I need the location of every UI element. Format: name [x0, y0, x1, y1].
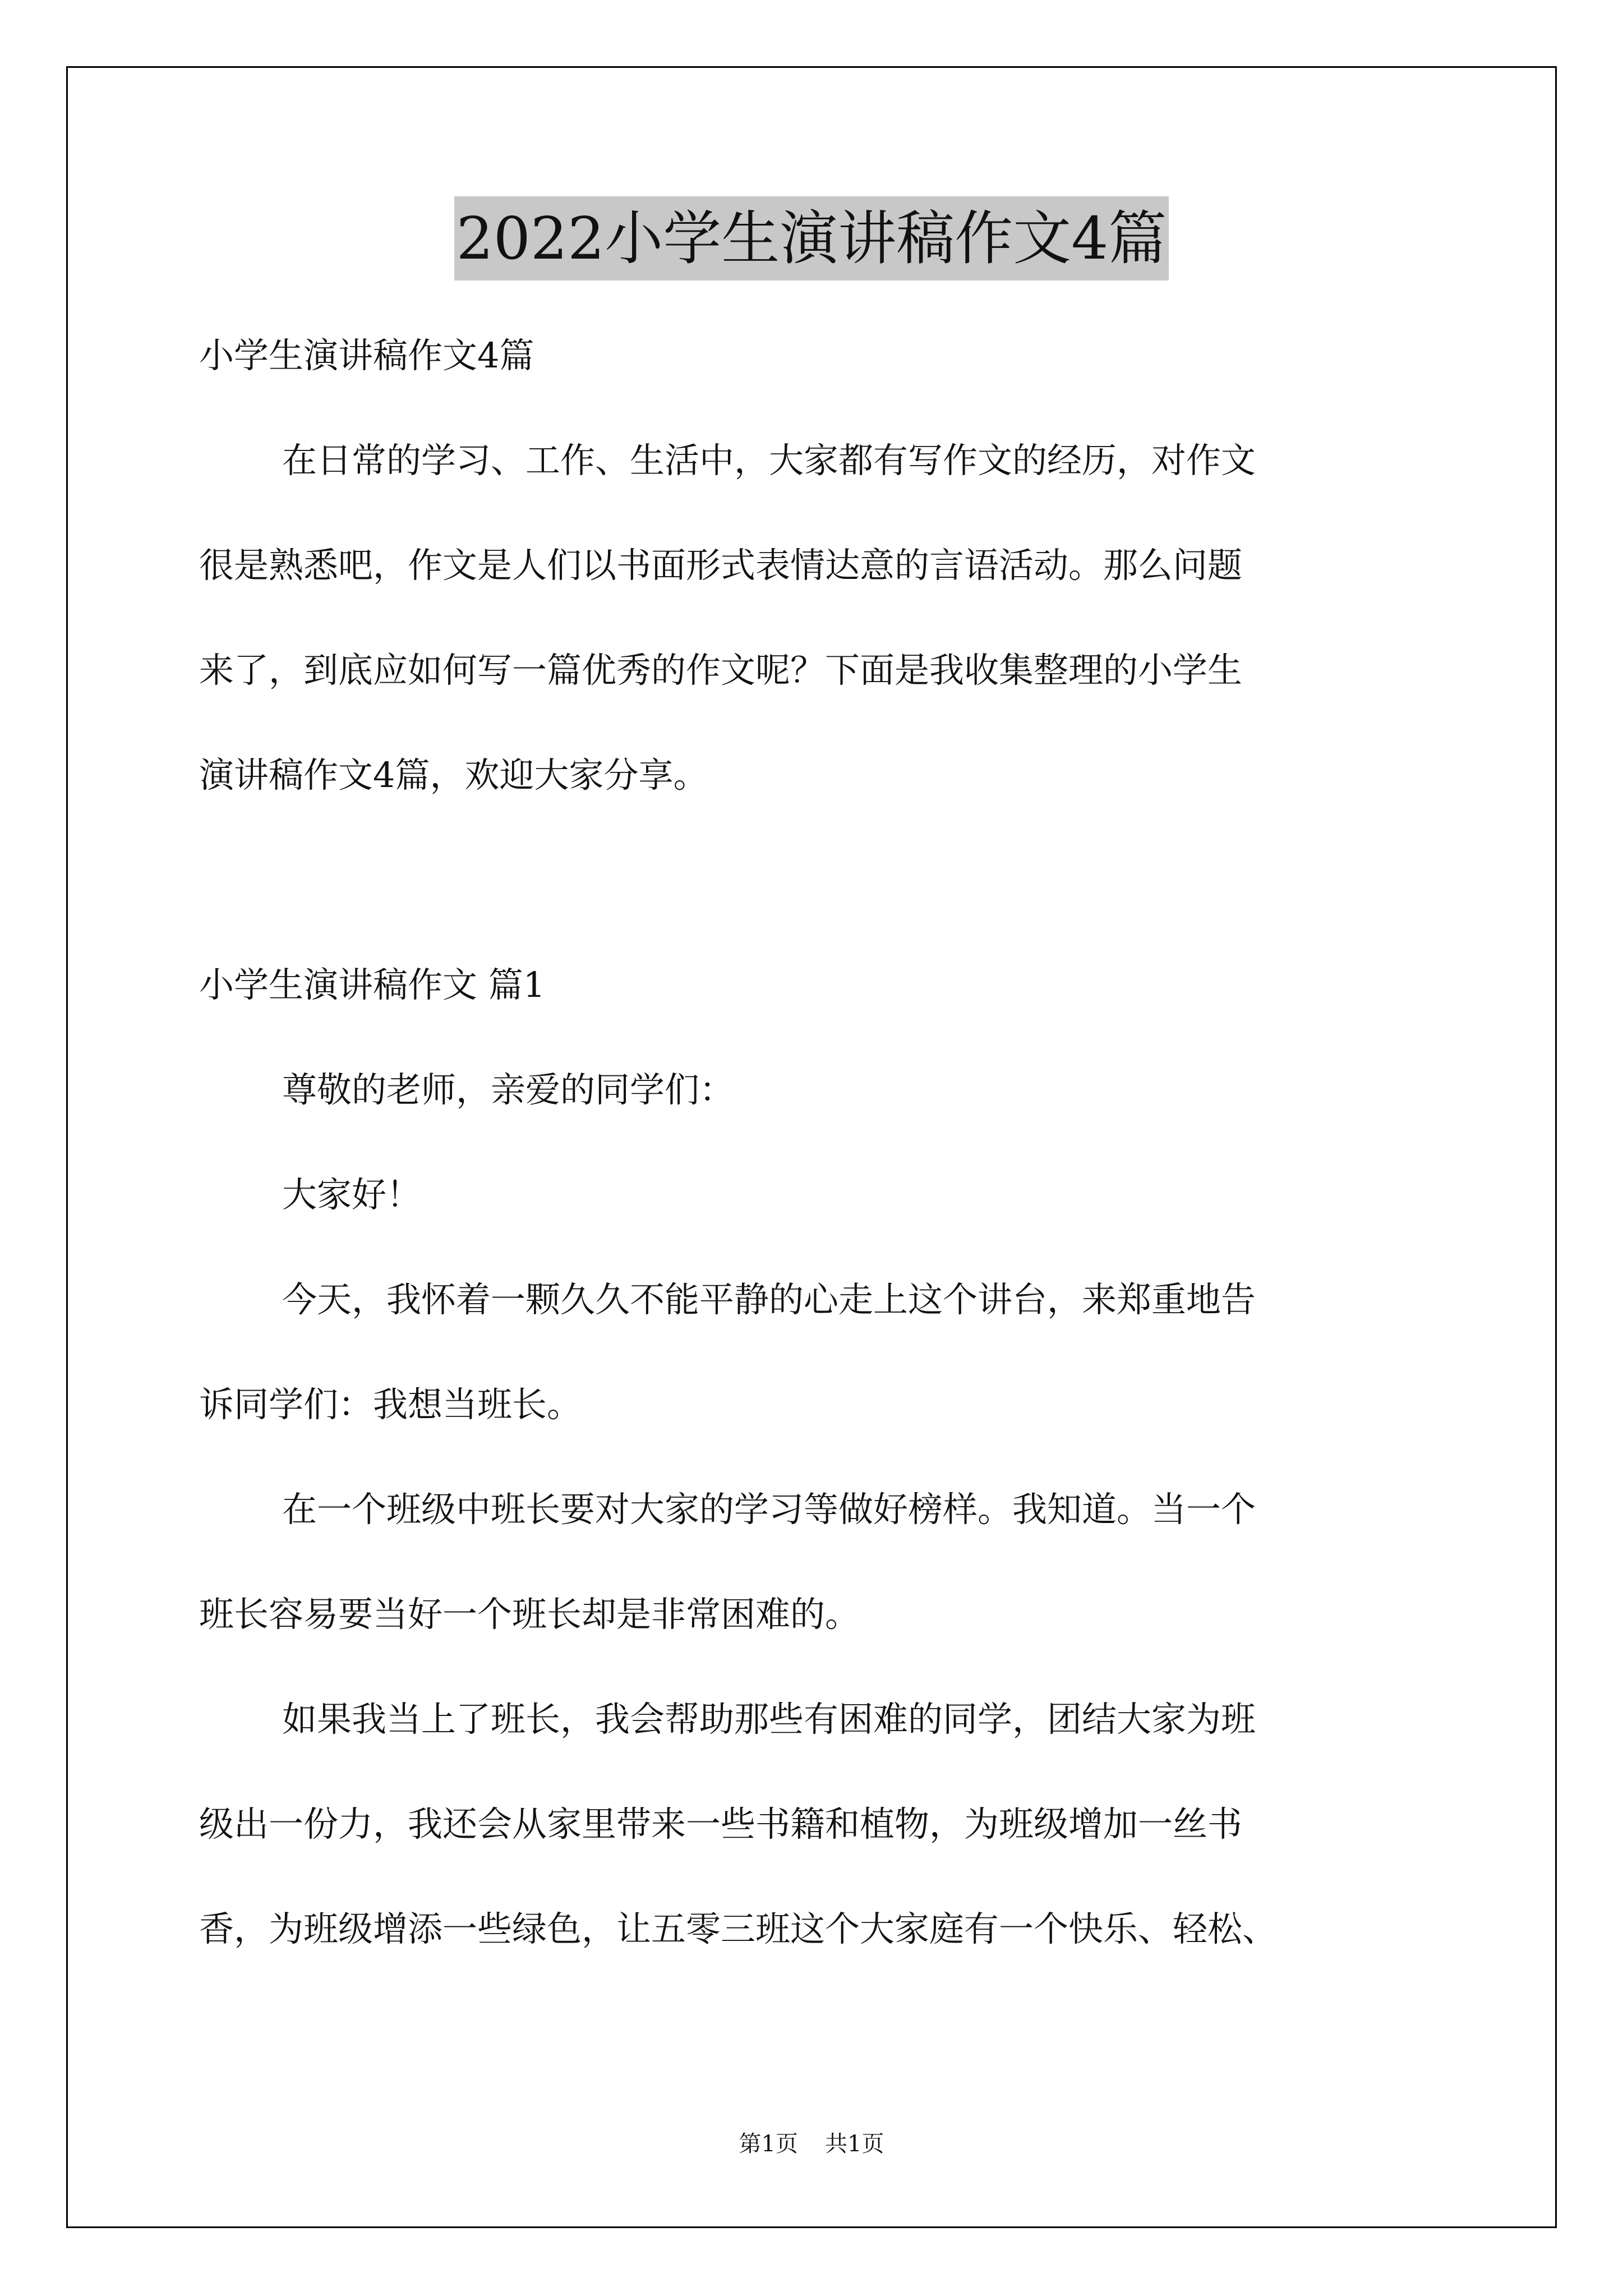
paragraph-line: 在一个班级中班长要对大家的学习等做好榜样。我知道。当一个	[282, 1489, 1256, 1530]
paragraph-line: 级出一份力，我还会从家里带来一些书籍和植物，为班级增加一丝书	[199, 1803, 1243, 1844]
blank-line	[199, 827, 1438, 932]
document-body	[199, 303, 1438, 1981]
page-total: 共1页	[825, 2131, 884, 2157]
paragraph-line: 很是熟悉吧，作文是人们以书面形式表情达意的言语活动。那么问题	[199, 545, 1243, 586]
paragraph-line: 尊敬的老师，亲爱的同学们：	[282, 1069, 735, 1110]
page-footer	[0, 2127, 1623, 2161]
paragraph-line: 香，为班级增添一些绿色，让五零三班这个大家庭有一个快乐、轻松、	[199, 1908, 1278, 1949]
title-container	[0, 196, 1623, 280]
paragraph-line: 大家好！	[282, 1174, 422, 1215]
paragraph-line: 今天，我怀着一颗久久不能平静的心走上这个讲台，来郑重地告	[282, 1279, 1256, 1320]
paragraph-line: 演讲稿作文4篇，欢迎大家分享。	[199, 754, 708, 795]
section-heading: 小学生演讲稿作文4篇	[199, 335, 534, 376]
document-title: 2022小学生演讲稿作文4篇	[454, 196, 1169, 280]
paragraph-line: 班长容易要当好一个班长却是非常困难的。	[199, 1594, 860, 1635]
paragraph-line: 在日常的学习、工作、生活中，大家都有写作文的经历，对作文	[282, 440, 1256, 481]
section-heading: 小学生演讲稿作文 篇1	[199, 964, 546, 1005]
page-number: 第1页	[739, 2131, 798, 2157]
paragraph-line: 如果我当上了班长，我会帮助那些有困难的同学，团结大家为班	[282, 1699, 1256, 1740]
paragraph-line: 诉同学们：我想当班长。	[199, 1384, 582, 1425]
paragraph-line: 来了，到底应如何写一篇优秀的作文呢？下面是我收集整理的小学生	[199, 650, 1243, 691]
